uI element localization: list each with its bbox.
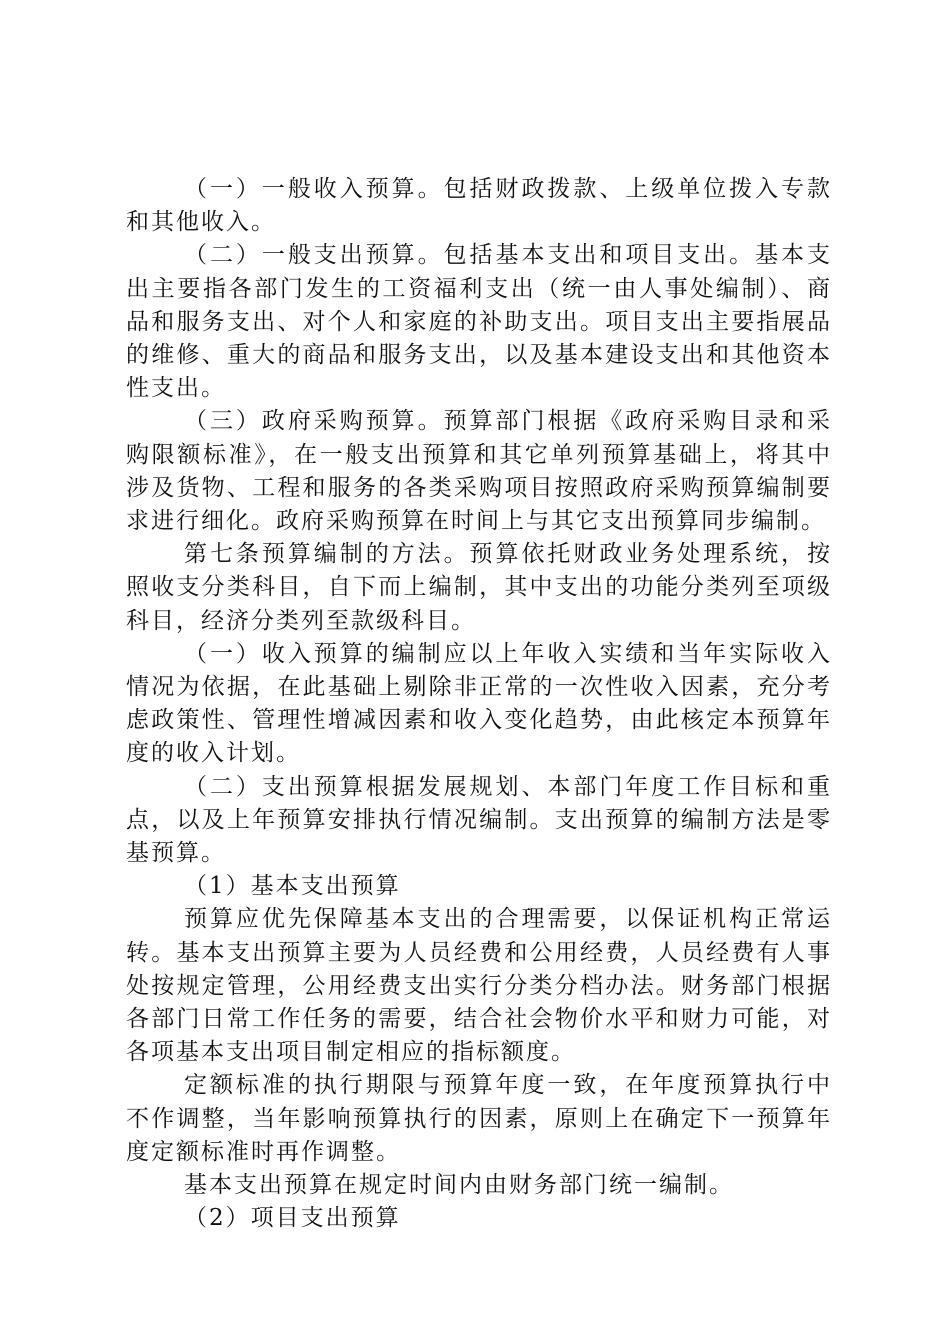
paragraph-basic-expenditure-priority: 预算应优先保障基本支出的合理需要，以保证机构正常运转。基本支出预算主要为人员经费和公用经费，人员经费有人事处按规定管理，公用经费支出实行分类分档办法。财务部门根据各部门日常工作任务的需要，结合社会物价水平和财力可能，对各项基本支出项目制定相应的指标额度。 xyxy=(126,906,832,1066)
subheading-project-expenditure: （2）项目支出预算 xyxy=(184,1205,401,1232)
document-body xyxy=(126,173,832,1236)
paragraph-income-method: （一）收入预算的编制应以上年收入实绩和当年实际收入情况为依据，在此基础上剔除非正常的一次性收入因素，充分考虑政策性、管理性增减因素和收入变化趋势，由此核定本预算年度的收入计划。 xyxy=(126,640,832,767)
paragraph-expenditure-budget: （二）一般支出预算。包括基本支出和项目支出。基本支出主要指各部门发生的工资福利支出（统一由人事处编制）、商品和服务支出、对个人和家庭的补助支出。项目支出主要指展品的维修、重大的商品和服务支出，以及基本建设支出和其他资本性支出。 xyxy=(126,242,832,402)
paragraph-article-seven: 第七条预算编制的方法。预算依托财政业务处理系统，按照收支分类科目，自下而上编制，其中支出的功能分类列至项级科目，经济分类列至款级科目。 xyxy=(126,541,832,634)
paragraph-basic-expenditure-compile: 基本支出预算在规定时间内由财务部门统一编制。 xyxy=(184,1172,734,1199)
subheading-basic-expenditure: （1）基本支出预算 xyxy=(184,873,401,900)
paragraph-quota-standard: 定额标准的执行期限与预算年度一致，在年度预算执行中不作调整，当年影响预算执行的因素，原则上在确定下一预算年度定额标准时再作调整。 xyxy=(126,1072,832,1165)
paragraph-expenditure-method: （二）支出预算根据发展规划、本部门年度工作目标和重点，以及上年预算安排执行情况编制。支出预算的编制方法是零基预算。 xyxy=(126,773,832,867)
paragraph-procurement-budget: （三）政府采购预算。预算部门根据《政府采购目录和采购限额标准》，在一般支出预算和其它单列预算基础上，将其中涉及货物、工程和服务的各类采购项目按照政府采购预算编制要求进行细化。政府采购预算在时间上与其它支出预算同步编制。 xyxy=(126,408,832,535)
paragraph-income-budget: （一）一般收入预算。包括财政拨款、上级单位拨入专款和其他收入。 xyxy=(126,176,832,236)
